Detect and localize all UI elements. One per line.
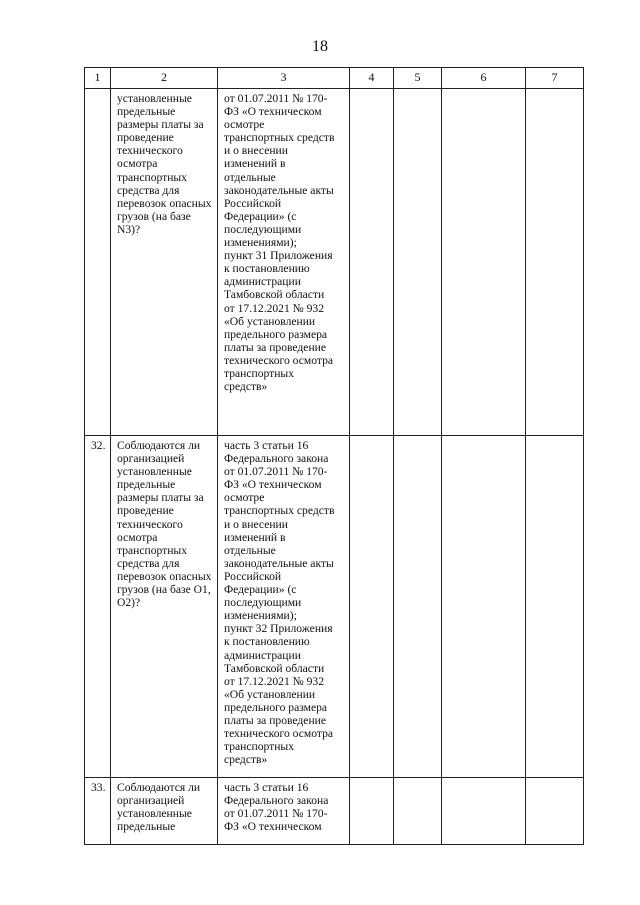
answer-cell (394, 778, 442, 845)
answer-cell (442, 778, 526, 845)
column-header: 4 (350, 68, 394, 89)
column-header: 3 (218, 68, 350, 89)
question-cell: установленные предельные размеры платы за проведение технического осмотра транспортных средства для перевозок опасных грузов (на базе N3)? (111, 89, 218, 436)
checklist-table (84, 67, 584, 845)
answer-cell (526, 436, 584, 778)
answer-cell (350, 436, 394, 778)
table-row (85, 778, 584, 845)
column-header: 2 (111, 68, 218, 89)
column-header: 1 (85, 68, 111, 89)
column-header: 6 (442, 68, 526, 89)
legal-basis-cell: часть 3 статьи 16 Федерального закона от 01.07.2011 № 170- ФЗ «О техническом осмотре транспортных средств и о внесении изменений в отдельные законодательные акты Российской Федерации» (с последующими изменениями); пункт 32 Приложения к постановлению администрации Тамбовской области от 17.12.2021 № 932 «Об установлении предельного размера платы за проведение технического осмотра транспортных средств» (218, 436, 350, 778)
row-number: 33. (85, 778, 111, 845)
answer-cell (526, 778, 584, 845)
answer-cell (442, 89, 526, 436)
answer-cell (350, 89, 394, 436)
answer-cell (394, 89, 442, 436)
question-cell: Соблюдаются ли организацией установленные предельные размеры платы за проведение технического осмотра транспортных средства для перевозок опасных грузов (на базе О1, О2)? (111, 436, 218, 778)
answer-cell (394, 436, 442, 778)
row-number (85, 89, 111, 436)
column-header: 5 (394, 68, 442, 89)
answer-cell (350, 778, 394, 845)
column-header: 7 (526, 68, 584, 89)
question-cell: Соблюдаются ли организацией установленные предельные (111, 778, 218, 845)
row-number: 32. (85, 436, 111, 778)
answer-cell (442, 436, 526, 778)
answer-cell (526, 89, 584, 436)
page-number: 18 (312, 38, 328, 55)
table-header-row (85, 68, 584, 89)
legal-basis-cell: часть 3 статьи 16 Федерального закона от 01.07.2011 № 170- ФЗ «О техническом (218, 778, 350, 845)
table-row (85, 436, 584, 778)
table-row (85, 89, 584, 436)
legal-basis-cell: от 01.07.2011 № 170- ФЗ «О техническом осмотре транспортных средств и о внесении изменений в отдельные законодательные акты Российской Федерации» (с последующими изменениями); пункт 31 Приложения к постановлению администрации Тамбовской области от 17.12.2021 № 932 «Об установлении предельного размера платы за проведение технического осмотра транспортных средств» (218, 89, 350, 436)
